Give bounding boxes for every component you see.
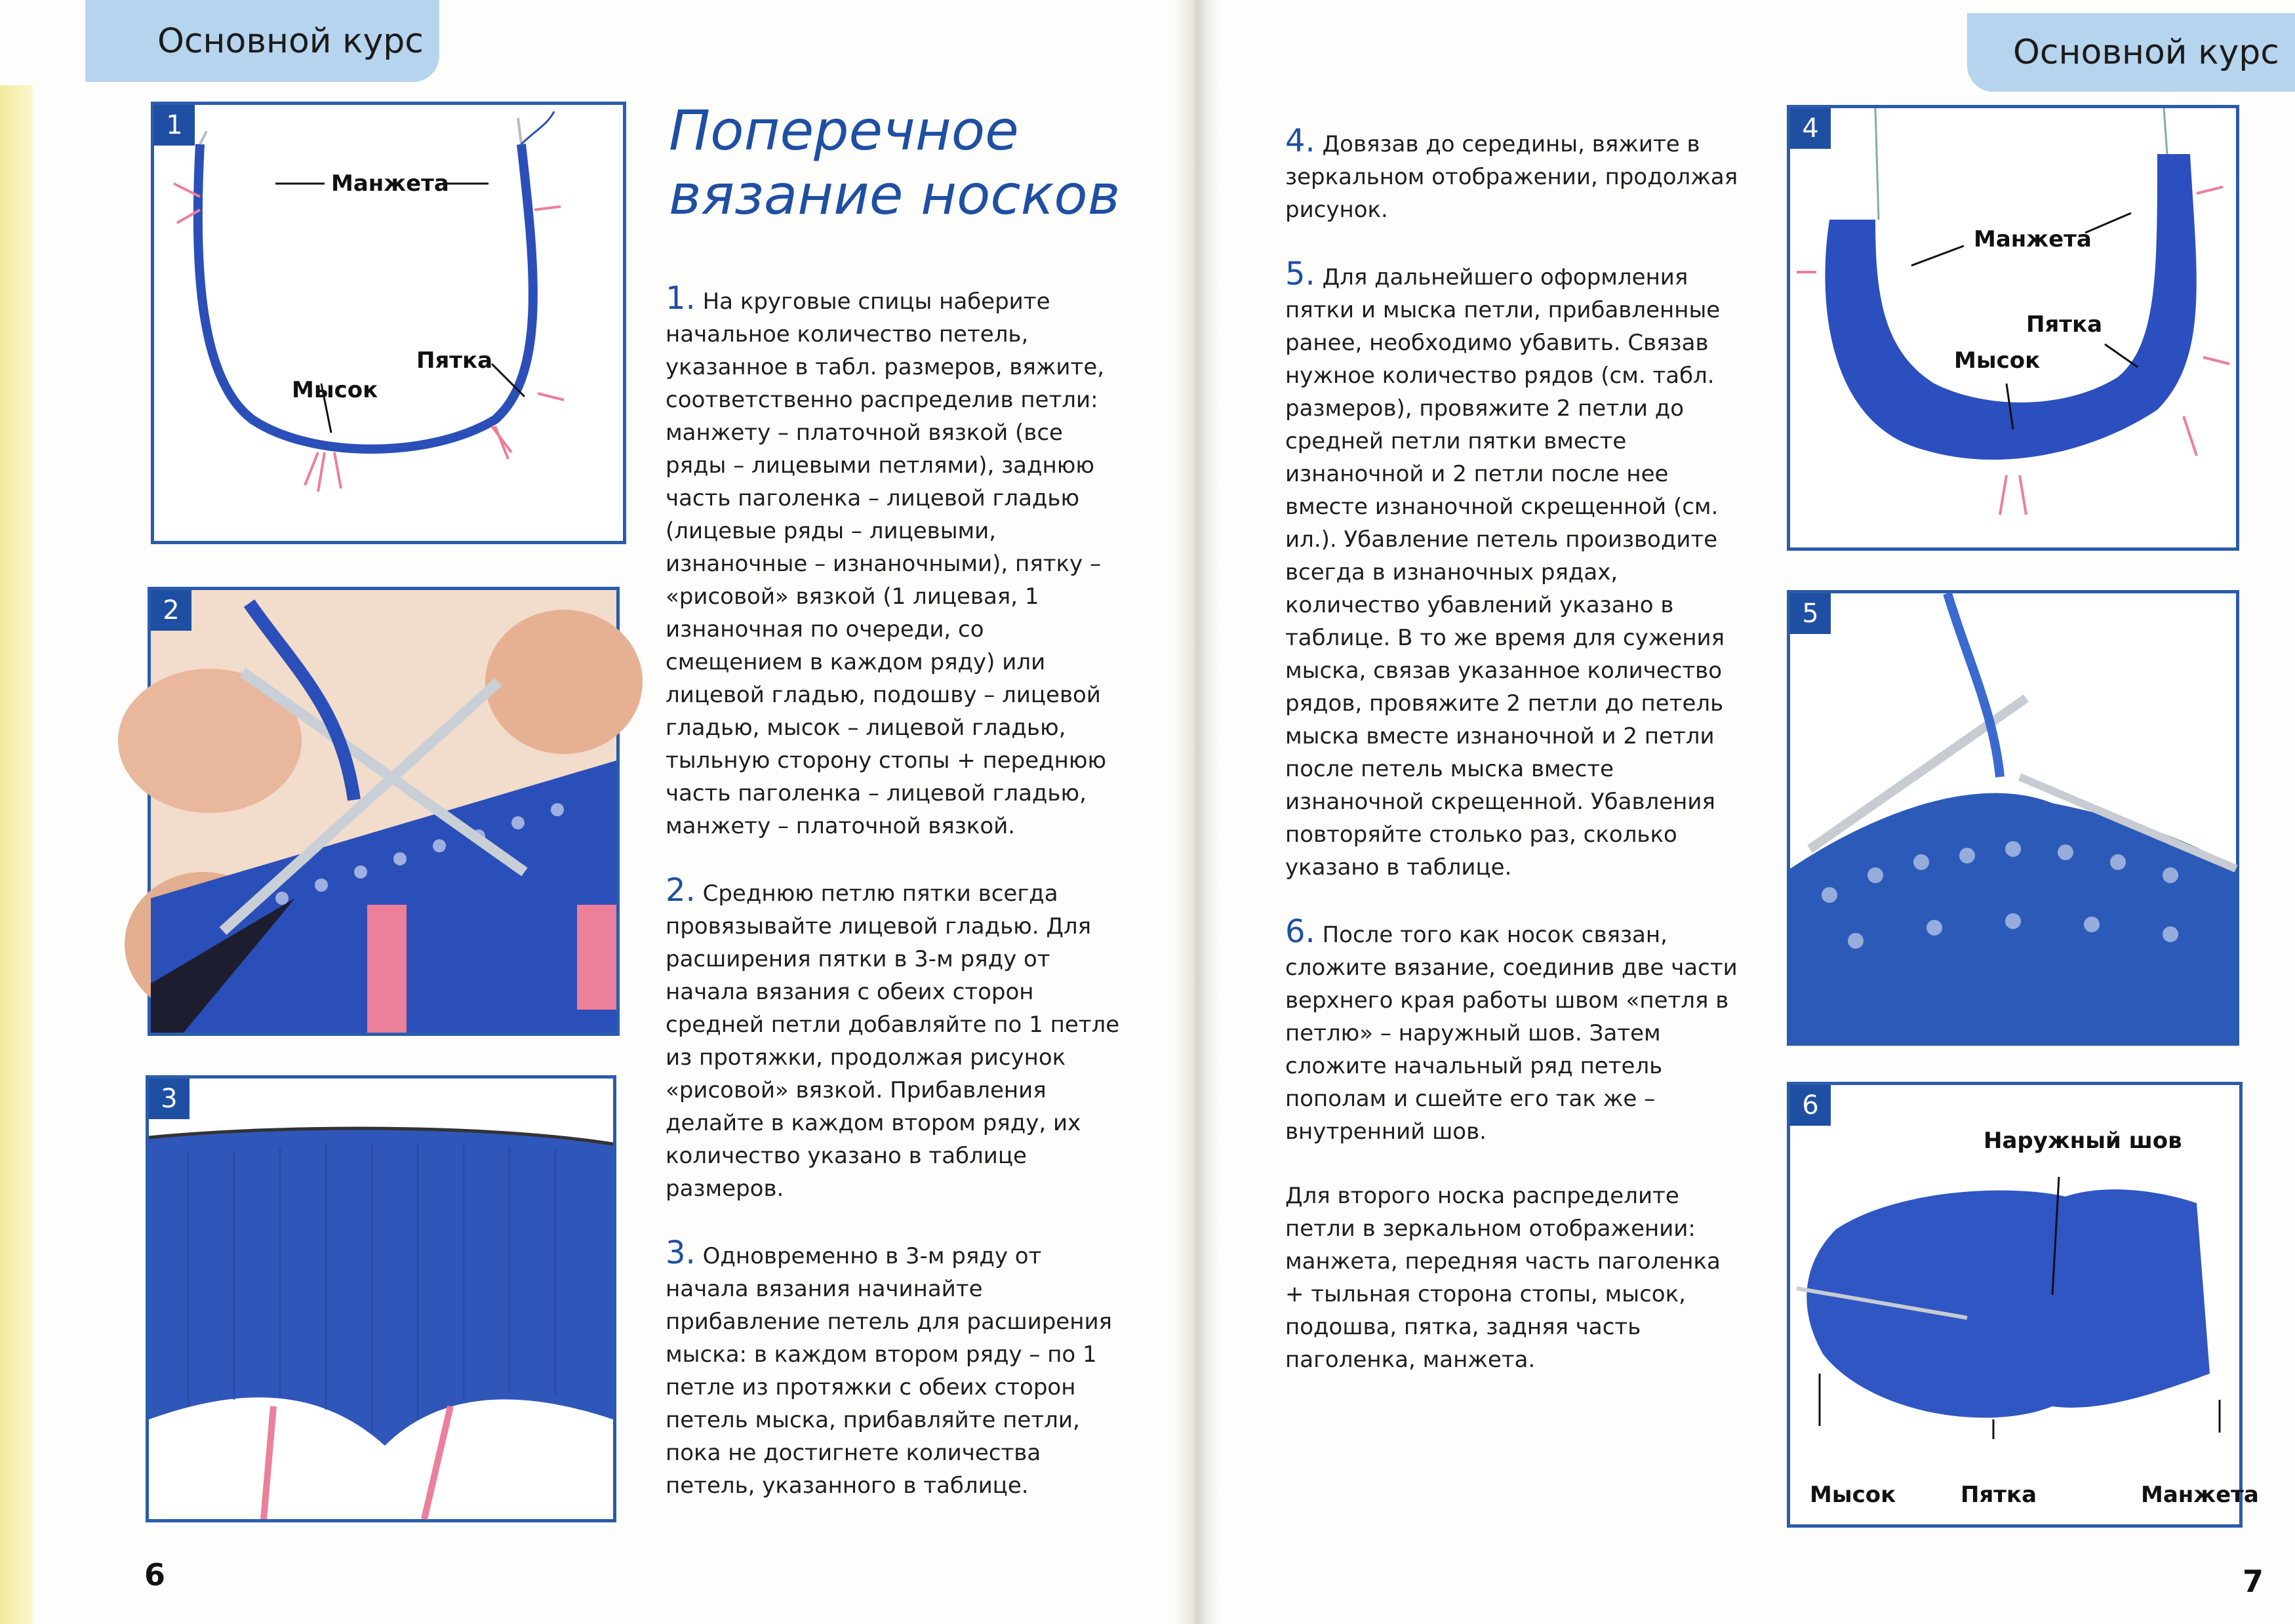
- step-text: После того как носок связан, сложите вязание, соединив две части верхнего края работы швом «петля в петлю» – наружный шов. Затем сложите начальный ряд петель пополам и сшейте его так же – внутренний шов.: [1285, 922, 1738, 1145]
- title-line-1: Поперечное: [669, 98, 1019, 163]
- shaped-sock-illustration: [1790, 108, 2236, 547]
- label-cuff: Манжета: [1974, 226, 2092, 252]
- photo-6-assembled: [1787, 1082, 2259, 1528]
- decrease-closeup-illustration: [1790, 593, 2236, 1042]
- page-number-right: 7: [2243, 1564, 2264, 1599]
- step-3: [666, 1237, 1125, 1502]
- step-text: На круговые спицы наберите начальное количество петель, указанное в табл. размеров, вяжите, соответственно распределив петли: манжету – платочной вязкой (все ряды – лицевыми петлями), заднюю часть паголенка – лицевой гладью (лицевые ряды – лицевыми, изнаночные – изнаночными), пятку – «рисовой» вязкой (1 лицевая, 1 изнаночная по очереди, со смещением в каждом ряду) или лицевой гладью, подошву – лицевой гладью, мысок – лицевой гладью, тыльную сторону стопы + переднюю часть паголенка – лицевой гладью, манжету – платочной вязкой.: [666, 288, 1107, 839]
- photo-1-cast-on: [151, 102, 626, 544]
- step-text: Среднюю петлю пятки всегда провязывайте лицевой гладью. Для расширения пятки в 3-м ряду от начала вязания с обеих сторон средней петли добавляйте по 1 петле из протяжки, продолжая рисунок «рисовой» вязкой. Прибавления делайте в каждом втором ряду, их количество указано в таблице размеров.: [666, 881, 1120, 1202]
- page-edge: [0, 85, 33, 1624]
- needles-closeup-illustration: [151, 590, 616, 1033]
- step-6: [1285, 915, 1744, 1148]
- label-toe: Мысок: [1810, 1482, 1896, 1508]
- step-text: Для дальнейшего оформления пятки и мыска петли, прибавленные ранее, необходимо убавить. Связав нужное количество рядов (см. табл. размеров), провяжите 2 петли до средней петли пятки вместе изнаночной и 2 петли после нее вместе изнаночной скрещенной (см. ил.). Убавление петель производите всегда в изнаночных рядах, количество убавлений указано в таблице. В то же время для сужения мыска, связав указанное количество рядов, провяжите 2 петли до петель мыска вместе изнаночной и 2 петли после петель мыска вместе изнаночной скрещенной. Убавления повторяйте столько раз, сколько указано в таблице.: [1285, 264, 1725, 881]
- photo-number: 3: [149, 1079, 190, 1119]
- label-heel: Пятка: [416, 347, 493, 374]
- section-tab-left: Основной курс: [85, 0, 439, 82]
- step-4: [1285, 125, 1744, 226]
- step-number: 6.: [1285, 913, 1315, 950]
- photo-number: 6: [1790, 1085, 1831, 1126]
- title-line-2: вязание носков: [669, 163, 1121, 227]
- photo-4-shaped: [1787, 105, 2239, 551]
- step-5: [1285, 258, 1744, 884]
- photo-number: 2: [151, 590, 191, 631]
- step-2: [666, 874, 1125, 1205]
- step-number: 3.: [666, 1235, 696, 1271]
- second-sock-note: Для второго носка распределите петли в зеркальном отображении: манжета, передняя часть паголенка + тыльная сторона стопы, мысок, подошва, пятка, задняя часть паголенка, манжета.: [1285, 1183, 1721, 1373]
- label-cuff: Манжета: [2141, 1482, 2259, 1508]
- section-tab-right: Основной курс: [1967, 13, 2295, 92]
- step-number: 2.: [666, 872, 696, 909]
- step-1: [666, 282, 1125, 842]
- step-text: Одновременно в 3-м ряду от начала вязания начинайте прибавление петель для расширения мыска: в каждом втором ряду – по 1 петле из протяжки с обеих сторон петель мыска, прибавляйте петли, пока не достигнете количества петель, указанного в таблице.: [666, 1243, 1112, 1499]
- step-number: 5.: [1285, 256, 1315, 292]
- label-cuff: Манжета: [331, 170, 449, 197]
- page-number-left: 6: [144, 1557, 166, 1593]
- label-heel: Пятка: [1961, 1482, 2037, 1508]
- photo-number: 5: [1790, 593, 1831, 634]
- step-text: Довязав до середины, вяжите в зеркальном отображении, продолжая рисунок.: [1285, 131, 1738, 223]
- label-heel: Пятка: [2026, 311, 2103, 338]
- label-outer-seam: Наружный шов: [1984, 1128, 2182, 1154]
- step-number: 4.: [1285, 123, 1315, 159]
- knit-fabric-illustration: [149, 1079, 613, 1519]
- photo-2-needles: [148, 587, 620, 1036]
- instructions-right-column: [1285, 125, 1744, 1408]
- book-gutter: [1174, 0, 1220, 1624]
- photo-3-fabric: [146, 1075, 616, 1522]
- photo-number: 4: [1790, 108, 1831, 149]
- photo-5-decrease: [1787, 590, 2239, 1046]
- instructions-left-column: [666, 282, 1125, 1534]
- photo-number: 1: [154, 105, 195, 146]
- page-title: [669, 98, 1141, 227]
- step-number: 1.: [666, 280, 696, 317]
- label-toe: Мысок: [292, 377, 378, 403]
- label-toe: Мысок: [1954, 347, 2041, 374]
